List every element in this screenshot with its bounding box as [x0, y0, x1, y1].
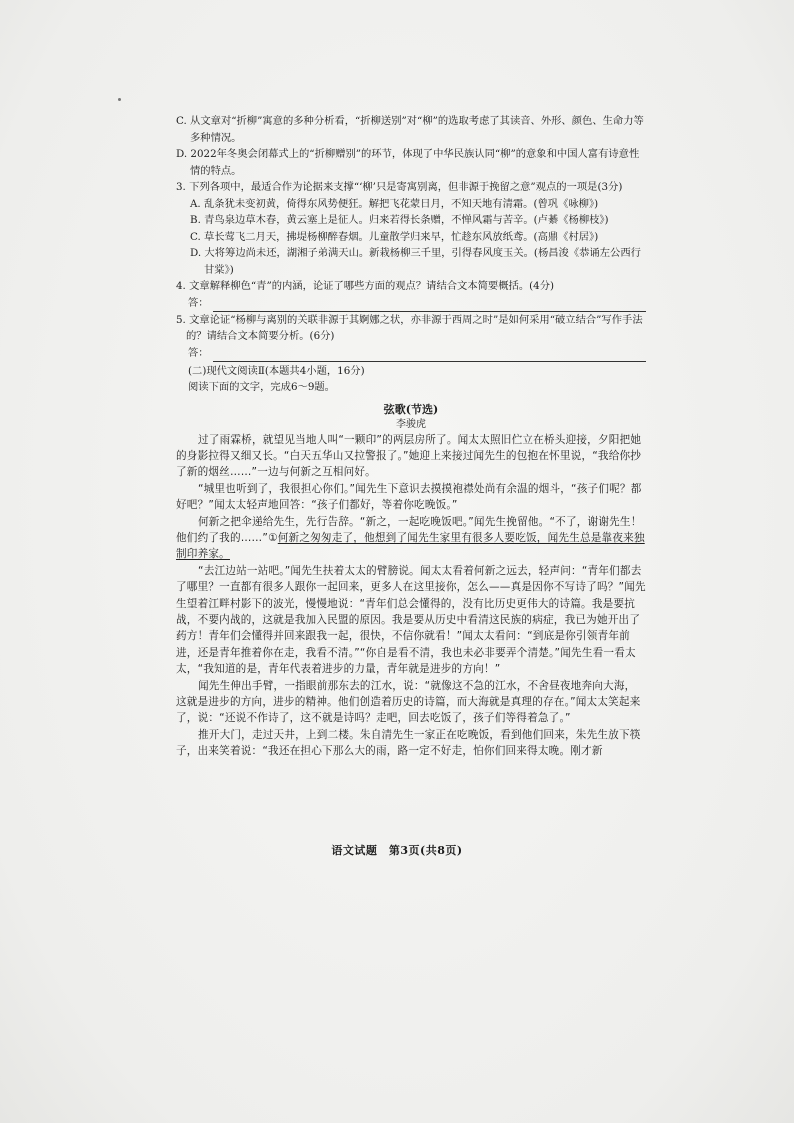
- answer-line: [213, 349, 646, 362]
- question2-option-c: C. 从文章对“折柳”寓意的多种分析看，“折柳送别”对“柳”的选取考虑了其读音、外形、颜色、生命力等多种情况。: [176, 115, 644, 144]
- question5-stem: 5. 文章论证“杨柳与离别的关联非源于其婀娜之状，亦非源于西周之时”是如何采用“破立结合”写作手法的？请结合文本简要分析。(6分): [176, 313, 643, 342]
- answer-label: 答：: [188, 347, 209, 359]
- page-content: [176, 113, 646, 760]
- passage-paragraph: 闻先生伸出手臂，一指眼前那东去的江水，说：“就像这不急的江水，不舍昼夜地奔向大海，这就是进步的方向，进步的精神。他们创造着历史的诗篇，而大海就是真理的存在。”闻太太笑起来了，说：“还说不作诗了，这不就是诗吗？走吧，回去吃饭了，孩子们等得着急了。”: [176, 679, 641, 725]
- question2-option-d: D. 2022年冬奥会闭幕式上的“折柳赠别”的环节，体现了中华民族认同“柳”的意象和中国人富有诗意性情的特点。: [176, 148, 640, 177]
- passage-title: 弦歌(节选): [383, 402, 439, 416]
- passage-paragraph: [176, 514, 646, 563]
- question4-stem: 4. 文章解释柳色“青”的内涵，论证了哪些方面的观点？请结合文本简要概括。(4分): [176, 280, 555, 292]
- passage-paragraph: 过了雨霖桥，就望见当地人叫“一颗印”的两层房所了。闻太太照旧伫立在桥头迎接，夕阳把她的身影拉得又细又长。“白天五华山又拉警报了。”她迎上来接过闻先生的包抱在怀里说，“我给你抄了新的烟丝……”一边与何新之互相问好。: [176, 433, 642, 479]
- question3-option-d: D. 大将筹边尚未还，湖湘子弟满天山。新栽杨柳三千里，引得春风度玉关。(杨昌浚《恭诵左公西行甘棠》): [190, 247, 641, 276]
- passage-paragraph: “去江边站一站吧。”闻先生扶着太太的臂膀说。闻太太看着何新之远去，轻声问：“青年们都去了哪里？一直都有很多人跟你一起回来，更多人在这里接你，怎么——真是因你不写诗了吗？”闻先生望着江畔村影下的波光，慢慢地说：“青年们总会懂得的，没有比历史更伟大的诗篇。我是要抗战，不要内战的，这就是我加入民盟的原因。我是要从历史中看清这民族的病症，我已为她开出了药方！青年们会懂得并回来跟我一起，很快，不信你就看！”闻太太看问：“到底是你引领青年前进，还是青年推着你在走，我看不清。”“你自是看不清，我也未必非要弄个清楚。”闻先生看一看太太，“我知道的是，青年代表着进步的力量，青年就是进步的方向！”: [176, 564, 646, 676]
- question3-option-b: B. 青鸟泉边草木春，黄云塞上是征人。归来若得长条赠，不惮风霜与苦辛。(卢綦《杨柳枝》): [190, 214, 609, 226]
- question3-option-c: C. 草长莺飞二月天，拂堤杨柳醉春烟。儿童散学归来早，忙趁东风放纸鸢。(高鼎《村居》): [190, 230, 599, 243]
- answer-line: [213, 299, 646, 312]
- question4-answer-area[interactable]: [176, 295, 646, 312]
- answer-label: 答：: [188, 297, 209, 309]
- passage-paragraph-text: 何新之把伞递给先生，先行告辞。“新之，一起吃晚饭吧。”闻先生挽留他。“不了，谢谢先生！他们约了我的……”①: [176, 515, 642, 544]
- passage-paragraph: 推开大门，走过天井，上到二楼。朱自清先生一家正在吃晚饭，看到他们回来，朱先生放下筷子，出来笑着说：“我还在担心下那么大的雨，路一定不好走，怕你们回来得太晚。刚才新: [176, 728, 641, 758]
- scan-speck: [118, 98, 121, 101]
- underlined-sentence-1: 何新之匆匆走了，他想到了闻先生家里有很多人要吃饭，闻先生总是靠夜来独制印养家。: [176, 531, 645, 561]
- page-footer: 语文试题 第3页(共8页): [331, 844, 463, 857]
- passage-paragraph: “城里也听到了，我很担心你们。”闻先生下意识去摸摸袍襟处尚有余温的烟斗，“孩子们呢？都好吧？”闻太太轻声地回答：“孩子们都好，等着你吃晚饭。”: [176, 482, 642, 512]
- section2-instruction: 阅读下面的文字，完成6～9题。: [188, 381, 335, 393]
- question3-option-a: A. 乱条犹未变初黄，倚得东风势便狂。解把飞花蒙日月，不知天地有清霜。(曾巩《咏柳》): [190, 197, 599, 210]
- passage-author: 李骏虎: [396, 418, 426, 430]
- question5-answer-area[interactable]: [176, 345, 646, 362]
- section2-heading: (二)现代文阅读Ⅱ(本题共4小题，16分): [188, 364, 365, 377]
- question3-stem: 3. 下列各项中，最适合作为论据来支撑“‘柳’只是寄寓别离，但非源于挽留之意”观点的一项是(3分): [176, 181, 623, 193]
